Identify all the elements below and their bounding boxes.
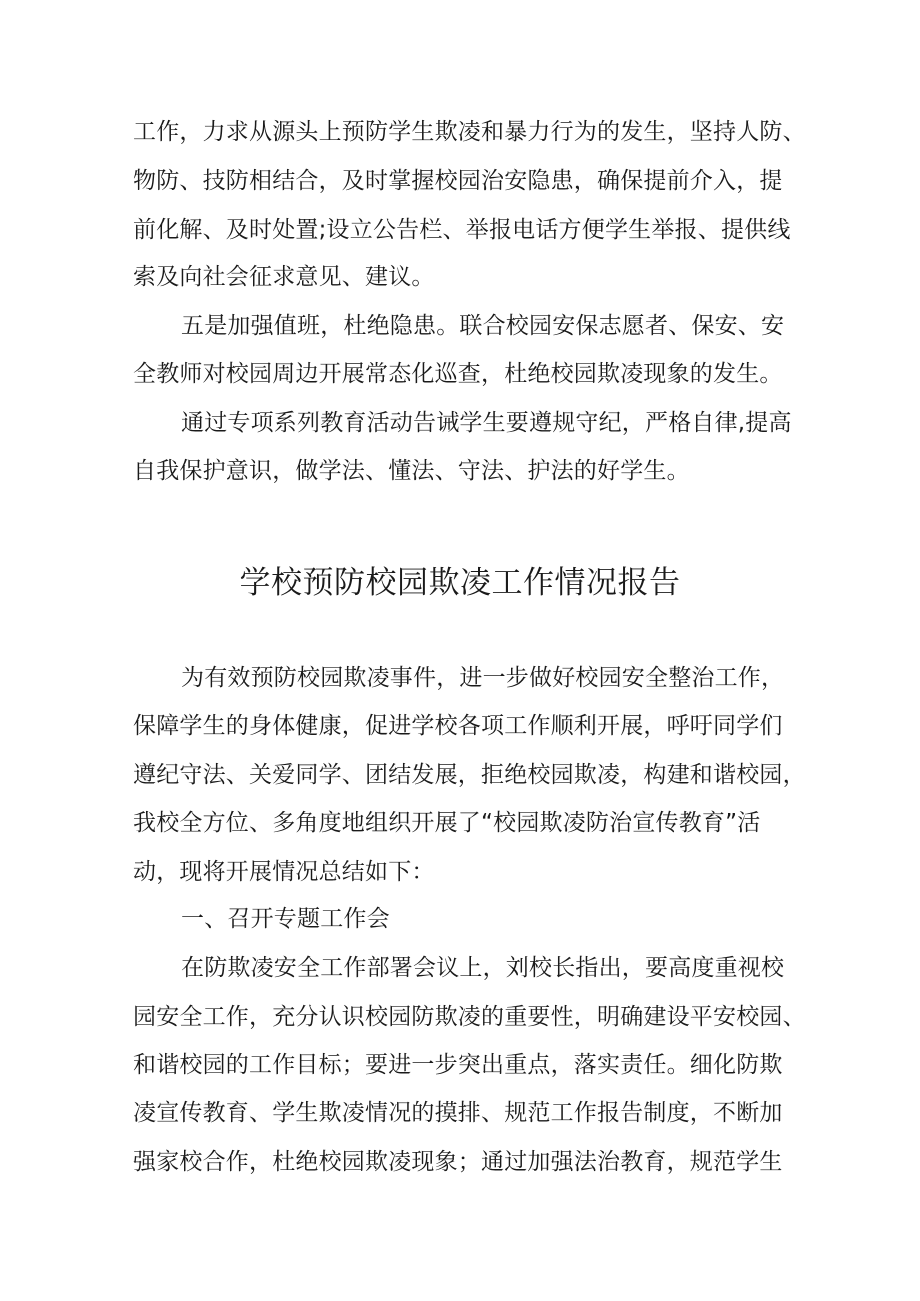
paragraph-line: 前化解、及时处置;设立公告栏、举报电话方便学生举报、提供线	[133, 217, 791, 243]
paragraph-line: 五是加强值班，杜绝隐患。联合校园安保志愿者、保安、安	[181, 313, 785, 339]
paragraph-line: 园安全工作，充分认识校园防欺凌的重要性，明确建设平安校园、	[133, 1004, 806, 1030]
paragraph-line: 动，现将开展情况总结如下：	[133, 859, 435, 885]
paragraph-line: 凌宣传教育、学生欺凌情况的摸排、规范工作报告制度，不断加	[133, 1100, 783, 1126]
paragraph-line: 我校全方位、多角度地组织开展了“校园欺凌防治宣传教育”活	[133, 810, 761, 836]
paragraph-line: 物防、技防相结合，及时掌握校园治安隐患，确保提前介入，提	[133, 168, 783, 194]
paragraph-line: 强家校合作，杜绝校园欺凌现象；通过加强法治教育，规范学生	[133, 1149, 783, 1175]
paragraph-line: 通过专项系列教育活动告诫学生要遵规守纪，严格自律,提高	[181, 410, 792, 436]
paragraph-line: 和谐校园的工作目标；要进一步突出重点，落实责任。细化防欺	[133, 1052, 783, 1078]
report-title: 学校预防校园欺凌工作情况报告	[239, 565, 681, 601]
paragraph-line: 自我保护意识，做学法、懂法、守法、护法的好学生。	[133, 458, 690, 484]
paragraph-line: 在防欺凌安全工作部署会议上，刘校长指出，要高度重视校	[181, 955, 785, 981]
section-heading: 一、召开专题工作会	[181, 906, 390, 932]
paragraph-line: 为有效预防校园欺凌事件，进一步做好校园安全整治工作，	[181, 665, 785, 691]
paragraph-line: 工作，力求从源头上预防学生欺凌和暴力行为的发生，坚持人防、	[133, 119, 806, 145]
paragraph-line: 遵纪守法、关爱同学、团结发展，拒绝校园欺凌，构建和谐校园，	[133, 762, 806, 788]
paragraph-line: 索及向社会征求意见、建议。	[133, 264, 435, 290]
paragraph-line: 全教师对校园周边开展常态化巡查，杜绝校园欺凌现象的发生。	[133, 361, 783, 387]
paragraph-line: 保障学生的身体健康，促进学校各项工作顺利开展，呼吁同学们	[133, 713, 783, 739]
